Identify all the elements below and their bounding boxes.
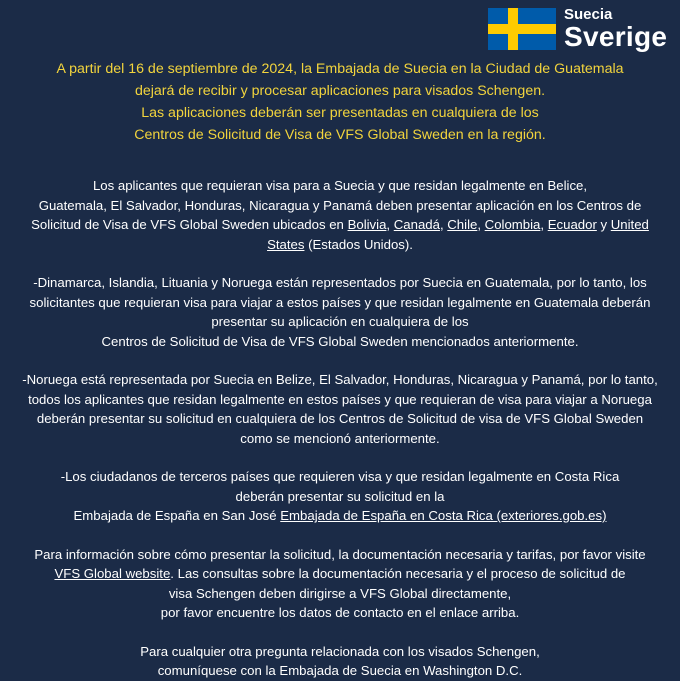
text-line: Para cualquier otra pregunta relacionada con los visados Schengen,: [140, 643, 540, 659]
text-line: Solicitud de Visa de VFS Global Sweden ubicados en: [31, 217, 348, 232]
separator: ,: [386, 217, 394, 232]
text-line: Guatemala, El Salvador, Honduras, Nicaragua y Panamá deben presentar aplicación en los Centros de: [38, 197, 642, 213]
separator: y: [596, 217, 611, 232]
text-line: -Los ciudadanos de terceros países que requieren visa y que residan legalmente en Costa Rica: [60, 469, 620, 484]
text-line: deberán presentar su solicitud en cualquiera de los Centros de Solicitud de visa de VFS Global Sweden: [36, 411, 644, 426]
logo-line2: Sverige: [564, 21, 668, 52]
link-colombia[interactable]: Colombia: [484, 217, 541, 232]
headline-line: dejará de recibir y procesar aplicaciones para visados Schengen.: [134, 83, 546, 99]
paragraph-dinamarca: [6, 273, 674, 351]
paragraph-contact: [6, 642, 674, 681]
text-line: solicitantes que requieran visa para viajar a estos países y que residan legalmente en Guatemala deberán: [29, 294, 651, 310]
swedish-flag-icon: [488, 8, 556, 50]
text-line: visa Schengen deben dirigirse a VFS Global directamente,: [168, 585, 512, 601]
announcement: [6, 58, 674, 681]
link-united-states[interactable]: United: [610, 217, 649, 232]
link-bolivia[interactable]: Bolivia: [347, 217, 387, 232]
headline: [6, 58, 674, 146]
text-line: -Dinamarca, Islandia, Lituania y Noruega están representados por Suecia en Guatemala, por lo tanto, los: [33, 275, 647, 290]
paragraph-costa-rica: [6, 467, 674, 526]
text-line: Centros de Solicitud de Visa de VFS Global Sweden mencionados anteriormente.: [101, 333, 579, 349]
text-line: . Las consultas sobre la documentación necesaria y el proceso de solicitud de: [170, 566, 626, 581]
text-line: presentar su aplicación en cualquiera de los: [211, 314, 469, 329]
separator: ,: [540, 217, 548, 232]
headline-line: A partir del 16 de septiembre de 2024, la Embajada de Suecia en la Ciudad de Guatemala: [56, 61, 624, 77]
link-canada[interactable]: Canadá: [393, 217, 440, 232]
text-line: comuníquese con la Embajada de Suecia en Washington D.C.: [157, 663, 523, 678]
headline-line: Centros de Solicitud de Visa de VFS Global Sweden en la región.: [134, 127, 546, 143]
logo-line1: Suecia: [564, 6, 613, 23]
sweden-logo: [488, 5, 668, 53]
separator: ,: [477, 217, 485, 232]
text-line: deberán presentar su solicitud en la: [235, 488, 445, 504]
separator: ,: [439, 217, 448, 232]
link-vfs-global[interactable]: VFS Global website: [54, 566, 171, 581]
text-line: (Estados Unidos).: [304, 236, 413, 252]
text-line: -Noruega está representada por Suecia en Belize, El Salvador, Honduras, Nicaragua y Panamá, por lo tanto,: [22, 372, 658, 387]
link-embajada-espana[interactable]: Embajada de España en Costa Rica (exteriores.gob.es): [280, 508, 607, 523]
headline-line: Las aplicaciones deberán ser presentadas en cualquiera de los: [141, 105, 539, 121]
paragraph-applicants: [6, 176, 674, 254]
link-united-states-cont[interactable]: States: [267, 236, 305, 252]
text-line: todos los aplicantes que residan legalmente en estos países y que requieran de visa para viajar a Noruega: [28, 391, 652, 407]
link-ecuador[interactable]: Ecuador: [547, 217, 597, 232]
text-line: Los aplicantes que requieran visa para a Suecia y que residan legalmente en Belice,: [92, 178, 588, 193]
link-chile[interactable]: Chile: [447, 217, 478, 232]
text-line: por favor encuentre los datos de contacto en el enlace arriba.: [160, 605, 520, 620]
text-line: Embajada de España en San José: [73, 508, 281, 523]
logo-text: [564, 7, 667, 51]
paragraph-vfs-info: [6, 545, 674, 623]
text-line: como se mencionó anteriormente.: [240, 430, 440, 446]
text-line: Para información sobre cómo presentar la solicitud, la documentación necesaria y tarifas, por favor visite: [34, 546, 646, 562]
paragraph-noruega: [6, 370, 674, 448]
